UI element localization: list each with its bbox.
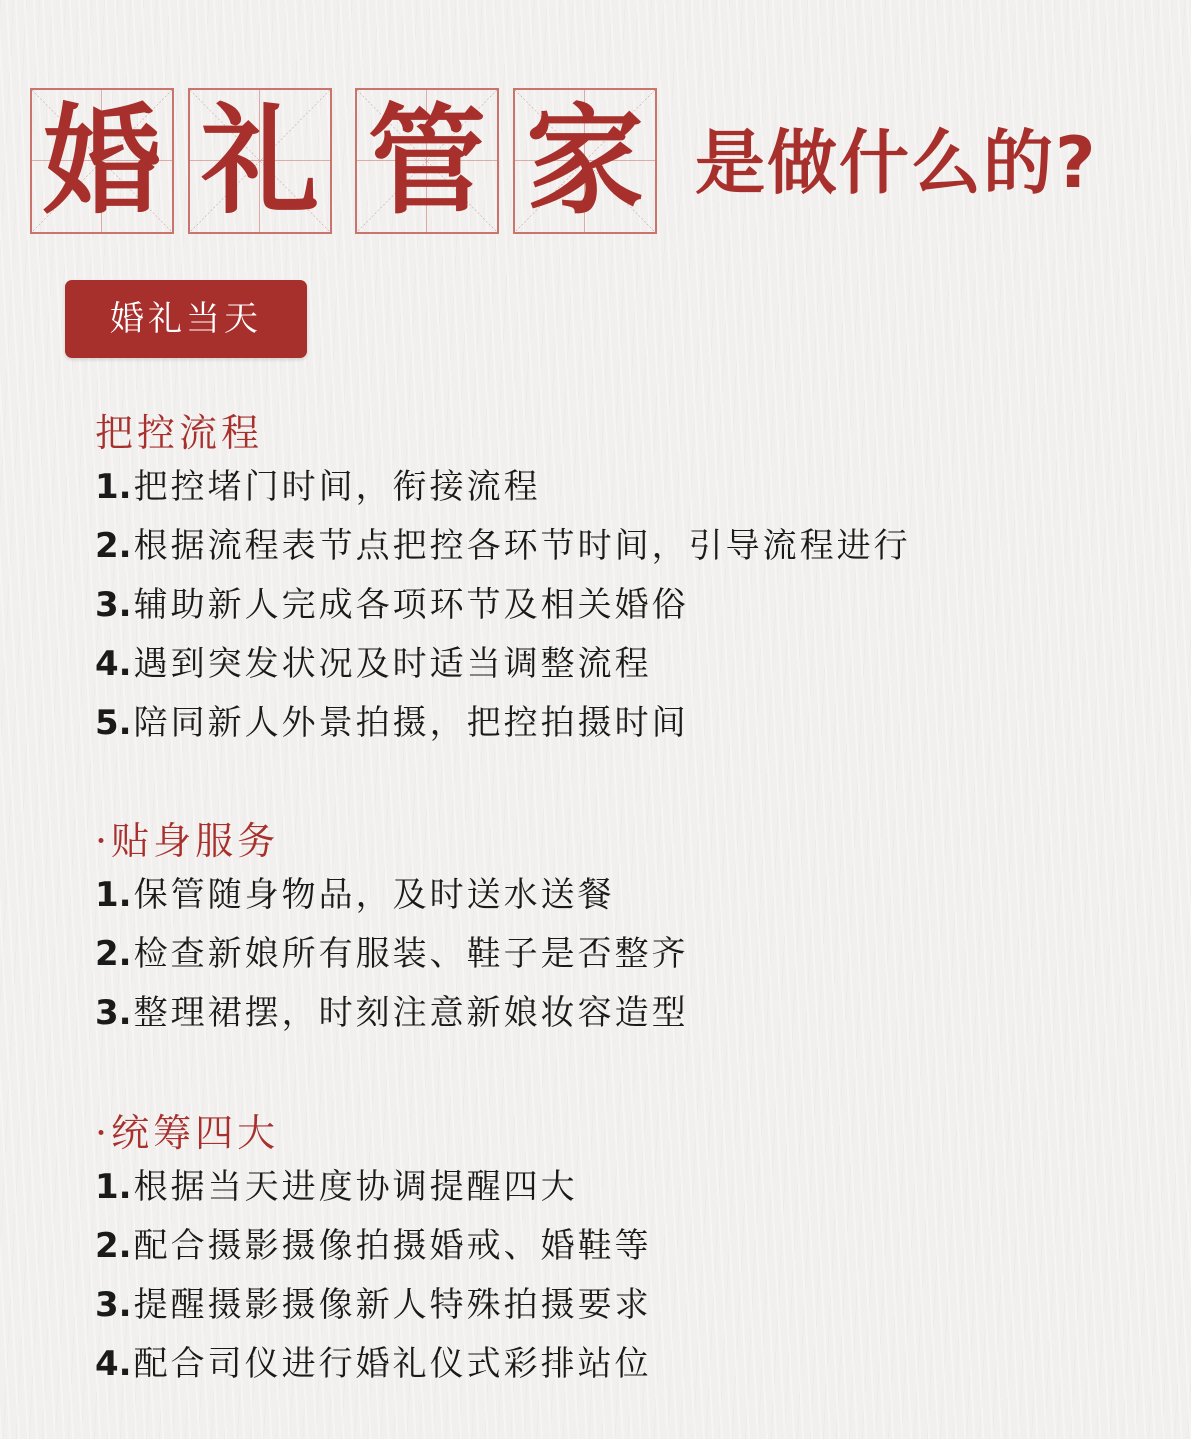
- title-char: 管: [367, 92, 486, 230]
- section-heading: 把控流程: [95, 411, 264, 455]
- title-char: 礼: [200, 92, 319, 230]
- list-item: [95, 934, 1095, 996]
- list-item-number: 2.: [95, 526, 132, 566]
- list-item-number: 2.: [95, 934, 132, 974]
- title-char-box-3: [355, 88, 499, 234]
- list-item: [95, 1226, 1095, 1288]
- list-item-text: 检查新娘所有服装、鞋子是否整齐: [133, 934, 689, 974]
- list-item-text: 提醒摄影摄像新人特殊拍摄要求: [133, 1285, 652, 1325]
- list-item-number: 3.: [95, 585, 132, 625]
- title-char-box-4: [513, 88, 657, 234]
- section-vendor-coordination: [95, 1111, 1095, 1406]
- section-personal-service: [95, 819, 1095, 1055]
- title-char: 婚: [42, 92, 161, 230]
- list-item: [95, 526, 1095, 588]
- list-item: [95, 644, 1095, 706]
- list-item-number: 5.: [95, 703, 132, 743]
- section-process-control: [95, 411, 1095, 765]
- title-suffix: 是做什么的?: [695, 122, 1098, 204]
- list-item-text: 整理裙摆，时刻注意新娘妆容造型: [133, 993, 689, 1033]
- list-item: [95, 703, 1095, 765]
- date-badge-label: 婚礼当天: [110, 299, 262, 339]
- section-heading: ·统筹四大: [95, 1111, 280, 1155]
- list-item-number: 1.: [95, 1167, 132, 1207]
- list-item-text: 陪同新人外景拍摄，把控拍摄时间: [133, 703, 689, 743]
- list-item: [95, 875, 1095, 937]
- list-item-text: 根据当天进度协调提醒四大: [133, 1167, 578, 1207]
- list-item-number: 1.: [95, 875, 132, 915]
- date-badge: [65, 280, 307, 358]
- title-char: 家: [525, 92, 644, 230]
- list-item-text: 把控堵门时间，衔接流程: [133, 467, 541, 507]
- list-item-text: 配合司仪进行婚礼仪式彩排站位: [133, 1344, 652, 1384]
- list-item-text: 保管随身物品，及时送水送餐: [133, 875, 615, 915]
- title-char-box-2: [188, 88, 332, 234]
- list-item: [95, 585, 1095, 647]
- list-item-text: 遇到突发状况及时适当调整流程: [133, 644, 652, 684]
- list-item: [95, 993, 1095, 1055]
- list-item-number: 4.: [95, 1344, 132, 1384]
- list-item: [95, 1285, 1095, 1347]
- list-item-number: 4.: [95, 644, 132, 684]
- title-char-box-1: [30, 88, 174, 234]
- list-item-text: 辅助新人完成各项环节及相关婚俗: [133, 585, 689, 625]
- list-item: [95, 467, 1095, 529]
- page-title: [30, 88, 1191, 238]
- list-item: [95, 1167, 1095, 1229]
- list-item-number: 2.: [95, 1226, 132, 1266]
- list-item: [95, 1344, 1095, 1406]
- list-item-text: 配合摄影摄像拍摄婚戒、婚鞋等: [133, 1226, 652, 1266]
- list-item-number: 3.: [95, 993, 132, 1033]
- list-item-number: 3.: [95, 1285, 132, 1325]
- section-heading: ·贴身服务: [95, 819, 280, 863]
- list-item-number: 1.: [95, 467, 132, 507]
- list-item-text: 根据流程表节点把控各环节时间，引导流程进行: [133, 526, 911, 566]
